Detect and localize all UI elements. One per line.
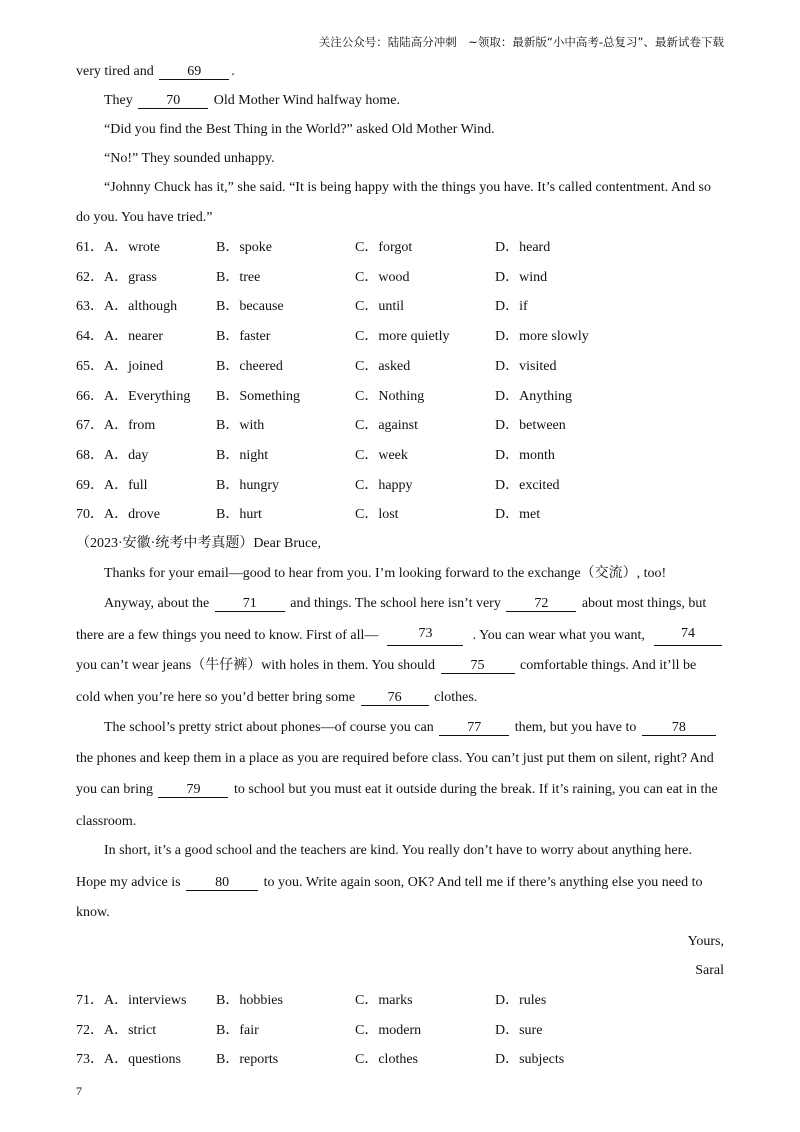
option-d: D．heard <box>495 240 551 255</box>
letter-signature: Saral <box>695 963 724 978</box>
blank-72: 72 <box>506 596 576 612</box>
option-c: C．modern <box>355 1022 422 1038</box>
option-num: 68．A．day <box>76 447 149 463</box>
text: them, but you have to <box>514 720 637 735</box>
text: you can’t wear jeans（牛仔裤）with holes in them. You should <box>76 658 436 673</box>
option-c: C．week <box>355 447 408 463</box>
option-b: B．fair <box>216 1022 259 1038</box>
text: comfortable things. And it’ll be <box>520 658 697 673</box>
option-b: B．faster <box>216 329 271 345</box>
option-c: C．marks <box>355 993 413 1008</box>
option-d: D．between <box>495 418 566 434</box>
option-c: C．forgot <box>355 240 413 255</box>
letter-line-5 <box>76 688 477 708</box>
text: to school but you must eat it outside during the break. If it’s raining, you can eat in the <box>233 782 718 797</box>
text: you can bring <box>76 782 153 797</box>
story-line-1 <box>76 62 235 82</box>
letter-line-4 <box>76 656 696 676</box>
letter-line-2 <box>104 594 706 614</box>
text: and things. The school here isn’t very <box>290 596 501 611</box>
option-row <box>76 1021 736 1041</box>
option-b: B．tree <box>216 269 261 285</box>
option-d: D．excited <box>495 477 560 493</box>
blank-79: 79 <box>158 782 228 798</box>
blank-70: 70 <box>138 93 208 109</box>
text: The school’s pretty strict about phones—of course you can <box>104 720 434 735</box>
option-b: B．hurt <box>216 507 262 523</box>
letter-line-6 <box>104 718 718 738</box>
text: They <box>104 93 133 108</box>
option-c: C．against <box>355 418 418 434</box>
story-line-4: “No!” They sounded unhappy. <box>104 151 275 166</box>
option-row <box>76 327 736 347</box>
option-c: C．clothes <box>355 1052 418 1067</box>
page-number: 7 <box>76 1084 82 1098</box>
letter-line-10: In short, it’s a good school and the teachers are kind. You really don’t have to worry about anything here. <box>104 843 692 858</box>
letter-line-8 <box>76 780 718 800</box>
blank-78: 78 <box>642 720 716 736</box>
letter-line-3 <box>76 626 724 646</box>
blank-80: 80 <box>186 875 258 891</box>
option-row <box>76 416 736 436</box>
option-row <box>76 991 736 1011</box>
option-d: D．subjects <box>495 1052 565 1067</box>
option-num: 73．A．questions <box>76 1052 181 1067</box>
text: . <box>231 64 235 79</box>
option-d: D．month <box>495 447 555 463</box>
option-c: C．asked <box>355 358 411 374</box>
option-d: D．more slowly <box>495 329 589 345</box>
option-row <box>76 357 736 377</box>
letter-line-11 <box>76 873 703 893</box>
option-b: B．hungry <box>216 477 279 493</box>
text: to you. Write again soon, OK? And tell me if there’s anything else you need to <box>263 875 703 890</box>
text: Anyway, about the <box>104 596 210 611</box>
option-c: C．Nothing <box>355 388 425 404</box>
story-line-5: “Johnny Chuck has it,” she said. “It is being happy with the things you have. It’s called contentment. And so <box>104 180 711 195</box>
option-d: D．rules <box>495 993 547 1008</box>
option-d: D．wind <box>495 269 548 285</box>
letter-line-12: know. <box>76 905 110 920</box>
option-b: B．cheered <box>216 358 283 374</box>
option-num: 66．A．Everything <box>76 388 191 404</box>
option-row <box>76 297 736 317</box>
letter-p1: Thanks for your email—good to hear from you. I’m looking forward to the exchange（交流）, too! <box>104 566 667 581</box>
option-c: C．until <box>355 299 405 315</box>
story-line-3: “Did you find the Best Thing in the World?” asked Old Mother Wind. <box>104 122 495 137</box>
option-row <box>76 446 736 466</box>
option-b: B．spoke <box>216 240 272 255</box>
option-num: 69．A．full <box>76 477 148 493</box>
blank-76: 76 <box>361 690 429 706</box>
option-row <box>76 505 736 525</box>
option-b: B．night <box>216 447 269 463</box>
option-c: C．happy <box>355 477 413 493</box>
option-c: C．wood <box>355 269 410 285</box>
story-line-6: do you. You have tried.” <box>76 210 213 225</box>
option-num: 72．A．strict <box>76 1022 157 1038</box>
option-d: D．Anything <box>495 388 572 404</box>
option-c: C．lost <box>355 507 399 523</box>
option-num: 61．A．wrote <box>76 240 160 255</box>
text: . You can wear what you want, <box>472 628 645 643</box>
text: cold when you’re here so you’d better bring some <box>76 690 356 705</box>
option-d: D．if <box>495 299 528 315</box>
option-num: 65．A．joined <box>76 358 164 374</box>
option-d: D．met <box>495 507 541 523</box>
text: Hope my advice is <box>76 875 181 890</box>
blank-74: 74 <box>654 626 722 646</box>
option-b: B．because <box>216 299 284 315</box>
option-b: B．Something <box>216 388 301 404</box>
text: Old Mother Wind halfway home. <box>213 93 400 108</box>
blank-73: 73 <box>387 626 463 646</box>
text: clothes. <box>434 690 478 705</box>
option-num: 67．A．from <box>76 418 156 434</box>
option-c: C．more quietly <box>355 329 450 345</box>
option-d: D．sure <box>495 1022 543 1038</box>
option-row <box>76 1050 736 1070</box>
blank-69: 69 <box>159 64 229 80</box>
option-row <box>76 268 736 288</box>
text: about most things, but <box>581 596 707 611</box>
option-num: 64．A．nearer <box>76 329 164 345</box>
letter-source-line: （2023·安徽·统考中考真题）Dear Bruce, <box>76 536 321 551</box>
text: very tired and <box>76 64 154 79</box>
letter-closing: Yours, <box>687 934 724 949</box>
blank-71: 71 <box>215 596 285 612</box>
story-line-2 <box>104 91 400 111</box>
page-header-banner: 关注公众号：陆陆高分冲刺 ~领取：最新版“小中高考-总复习”、最新试卷下载 <box>318 35 724 49</box>
option-row <box>76 238 736 258</box>
letter-line-7: the phones and keep them in a place as you are required before class. You can’t just put them on silent, right? And <box>76 751 714 766</box>
option-b: B．reports <box>216 1052 279 1067</box>
option-row <box>76 387 736 407</box>
option-b: B．with <box>216 418 265 434</box>
blank-75: 75 <box>441 658 515 674</box>
text: there are a few things you need to know. First of all— <box>76 628 379 643</box>
option-row <box>76 476 736 496</box>
option-num: 63．A．although <box>76 299 178 315</box>
option-b: B．hobbies <box>216 993 283 1008</box>
option-num: 62．A．grass <box>76 269 157 285</box>
option-d: D．visited <box>495 358 557 374</box>
option-num: 71．A．interviews <box>76 993 187 1008</box>
blank-77: 77 <box>439 720 509 736</box>
option-num: 70．A．drove <box>76 507 160 523</box>
letter-line-9: classroom. <box>76 814 137 829</box>
